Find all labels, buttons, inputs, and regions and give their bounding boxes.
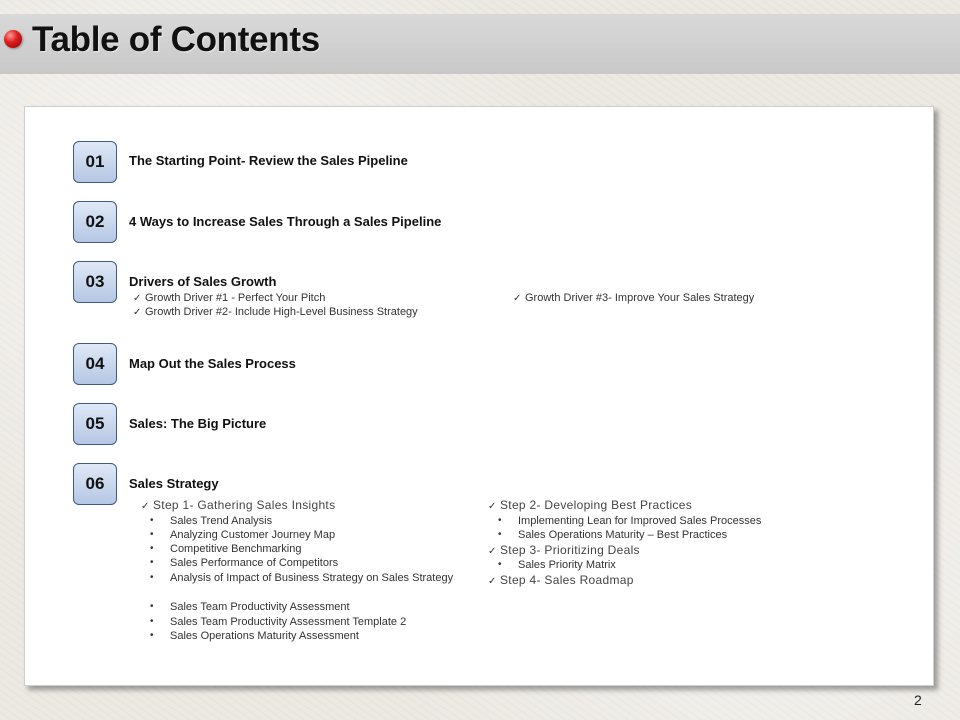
list-item: • Analysis of Impact of Business Strategy on Sales Strategy — [150, 572, 454, 584]
list-item-label: Competitive Benchmarking — [170, 543, 302, 555]
list-item: • Sales Priority Matrix — [498, 559, 616, 571]
section-title-02[interactable]: 4 Ways to Increase Sales Through a Sales Pipeline — [129, 214, 442, 229]
content-panel — [24, 106, 934, 686]
step-item — [488, 543, 640, 557]
list-item-label: Sales Priority Matrix — [518, 559, 616, 571]
section-number-05: 05 — [73, 403, 117, 445]
step-label: Step 4- Sales Roadmap — [500, 573, 634, 587]
list-item-label: Sales Performance of Competitors — [170, 557, 339, 569]
list-item-label: Sales Trend Analysis — [170, 515, 273, 527]
check-icon: ✓ — [488, 501, 497, 512]
check-icon: ✓ — [488, 546, 497, 557]
check-icon: ✓ — [133, 293, 142, 304]
step-item — [488, 573, 634, 587]
list-item: • Sales Performance of Competitors — [150, 557, 339, 569]
red-orb-icon — [4, 30, 22, 48]
list-item-label: Sales Team Productivity Assessment Template 2 — [170, 616, 407, 628]
section-number-02: 02 — [73, 201, 117, 243]
list-item: • Analyzing Customer Journey Map — [150, 529, 336, 541]
list-item: • Sales Operations Maturity – Best Practices — [498, 529, 728, 541]
section-title-05[interactable]: Sales: The Big Picture — [129, 416, 267, 431]
sub-item — [513, 292, 754, 304]
section-title-06[interactable]: Sales Strategy — [129, 476, 219, 491]
list-item-label: Sales Operations Maturity Assessment — [170, 630, 359, 642]
list-item: • Sales Team Productivity Assessment — [150, 601, 350, 613]
check-icon: ✓ — [133, 307, 142, 318]
list-item: • Implementing Lean for Improved Sales Processes — [498, 515, 762, 527]
list-item-label: Analysis of Impact of Business Strategy on Sales Strategy — [170, 572, 454, 584]
page-number: 2 — [914, 692, 922, 708]
section-number-03: 03 — [73, 261, 117, 303]
list-item: • Sales Operations Maturity Assessment — [150, 630, 359, 642]
list-item: • Competitive Benchmarking — [150, 543, 302, 555]
sub-item-label: Growth Driver #1 - Perfect Your Pitch — [145, 292, 326, 304]
section-title-04[interactable]: Map Out the Sales Process — [129, 356, 296, 371]
sub-item — [133, 292, 325, 304]
list-item-label: Sales Operations Maturity – Best Practices — [518, 529, 728, 541]
step-item — [141, 498, 335, 512]
list-item-label: Implementing Lean for Improved Sales Processes — [518, 515, 762, 527]
list-item: • Sales Team Productivity Assessment Template 2 — [150, 616, 407, 628]
list-item: • Sales Trend Analysis — [150, 515, 273, 527]
sub-item-label: Growth Driver #2- Include High-Level Business Strategy — [145, 306, 418, 318]
section-number-06: 06 — [73, 463, 117, 505]
section-title-01[interactable]: The Starting Point- Review the Sales Pipeline — [129, 153, 408, 168]
list-item-label: Analyzing Customer Journey Map — [170, 529, 336, 541]
section-number-04: 04 — [73, 343, 117, 385]
page-title: Table of Contents — [32, 20, 320, 59]
check-icon: ✓ — [141, 501, 150, 512]
check-icon: ✓ — [488, 576, 497, 587]
section-title-03[interactable]: Drivers of Sales Growth — [129, 274, 277, 289]
step-item — [488, 498, 692, 512]
check-icon: ✓ — [513, 293, 522, 304]
section-number-01: 01 — [73, 141, 117, 183]
list-item-label: Sales Team Productivity Assessment — [170, 601, 350, 613]
step-label: Step 2- Developing Best Practices — [500, 498, 692, 512]
step-label: Step 1- Gathering Sales Insights — [153, 498, 336, 512]
sub-item-label: Growth Driver #3- Improve Your Sales Strategy — [525, 292, 755, 304]
step-label: Step 3- Prioritizing Deals — [500, 543, 640, 557]
sub-item — [133, 306, 418, 318]
